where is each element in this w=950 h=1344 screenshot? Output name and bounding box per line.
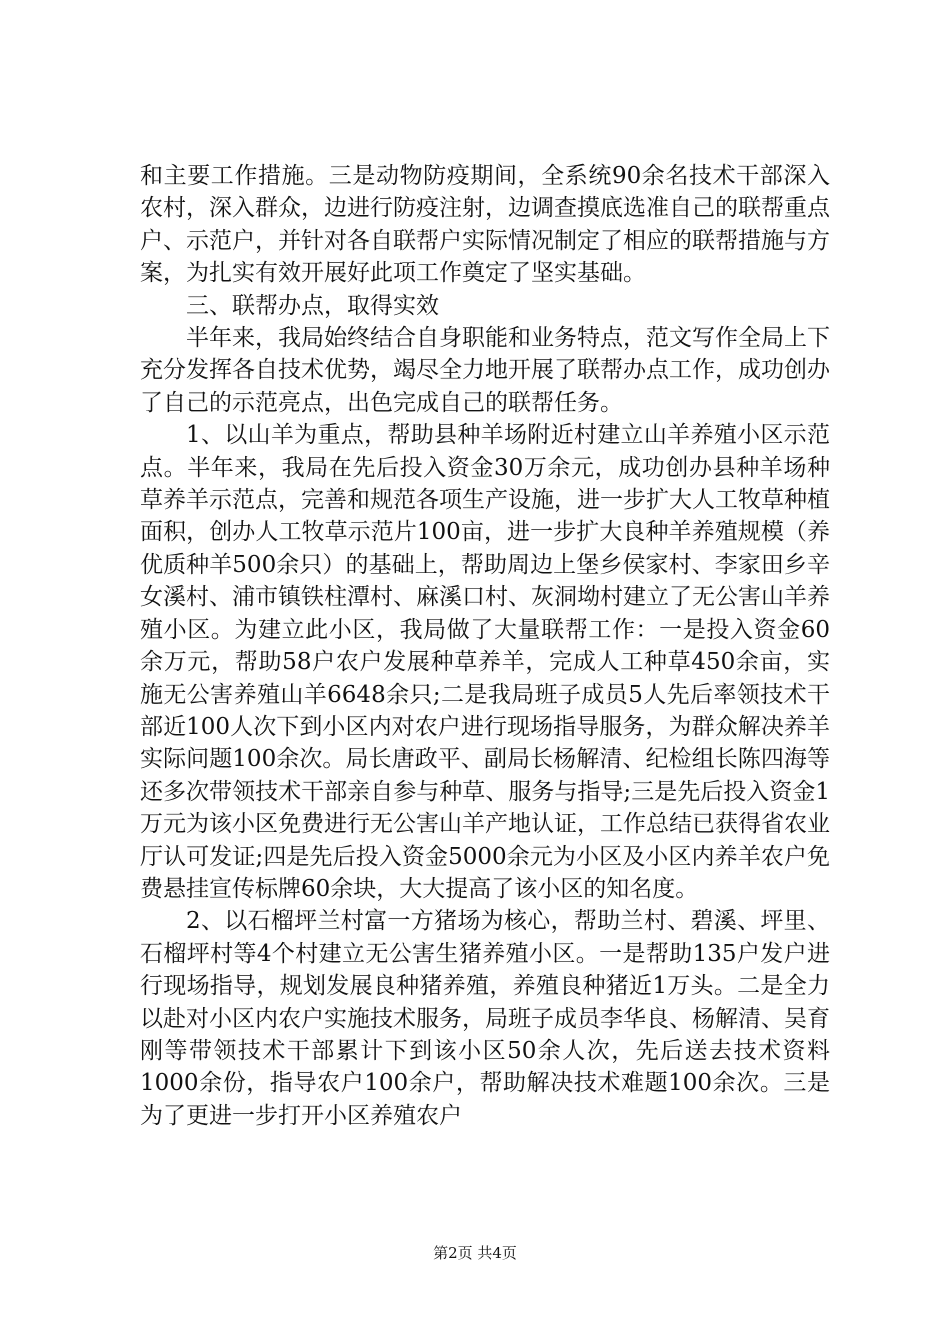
paragraph-item-1: 1、以山羊为重点，帮助县种羊场附近村建立山羊养殖小区示范点。半年来，我局在先后投入资金30万余元，成功创办县种羊场种草养羊示范点，完善和规范各项生产设施，进一步扩大人工牧草种植面积，创办人工牧草示范片100亩，进一步扩大良种羊养殖规模（养优质种羊500余只）的基础上，帮助周边上堡乡侯家村、李家田乡辛女溪村、浦市镇铁柱潭村、麻溪口村、灰洞坳村建立了无公害山羊养殖小区。为建立此小区，我局做了大量联帮工作：一是投入资金60余万元，帮助58户农户发展种草养羊，完成人工种草450余亩，实施无公害养殖山羊6648余只;二是我局班子成员5人先后率领技术干部近100人次下到小区内对农户进行现场指导服务，为群众解决养羊实际问题100余次。局长唐政平、副局长杨解清、纪检组长陈四海等还多次带领技术干部亲自参与种草、服务与指导;三是先后投入资金1万元为该小区免费进行无公害山羊产地认证，工作总结已获得省农业厅认可发证;四是先后投入资金5000余元为小区及小区内养羊农户免费悬挂宣传标牌60余块，大大提高了该小区的知名度。	[140, 422, 830, 902]
page-footer: 第2页 共4页	[433, 1244, 517, 1262]
paragraph-item-2: 2、以石榴坪兰村富一方猪场为核心，帮助兰村、碧溪、坪里、石榴坪村等4个村建立无公害生猪养殖小区。一是帮助135户发户进行现场指导，规划发展良种猪养殖，养殖良种猪近1万头。二是全力以赴对小区内农户实施技术服务，局班子成员李华良、杨解清、吴育刚等带领技术干部累计下到该小区50余人次，先后送去技术资料1000余份，指导农户100余户，帮助解决技术难题100余次。三是为了更进一步打开小区养殖农户	[140, 908, 830, 1129]
document-body	[140, 160, 830, 1132]
paragraph-continuation: 和主要工作措施。三是动物防疫期间，全系统90余名技术干部深入农村，深入群众，边进行防疫注射，边调查摸底选准自己的联帮重点户、示范户，并针对各自联帮户实际情况制定了相应的联帮措施与方案，为扎实有效开展好此项工作奠定了坚实基础。	[140, 163, 830, 287]
paragraph-intro: 半年来，我局始终结合自身职能和业务特点，范文写作全局上下充分发挥各自技术优势，竭尽全力地开展了联帮办点工作，成功创办了自己的示范亮点，出色完成自己的联帮任务。	[140, 325, 830, 416]
section-heading: 三、联帮办点，取得实效	[186, 292, 439, 319]
